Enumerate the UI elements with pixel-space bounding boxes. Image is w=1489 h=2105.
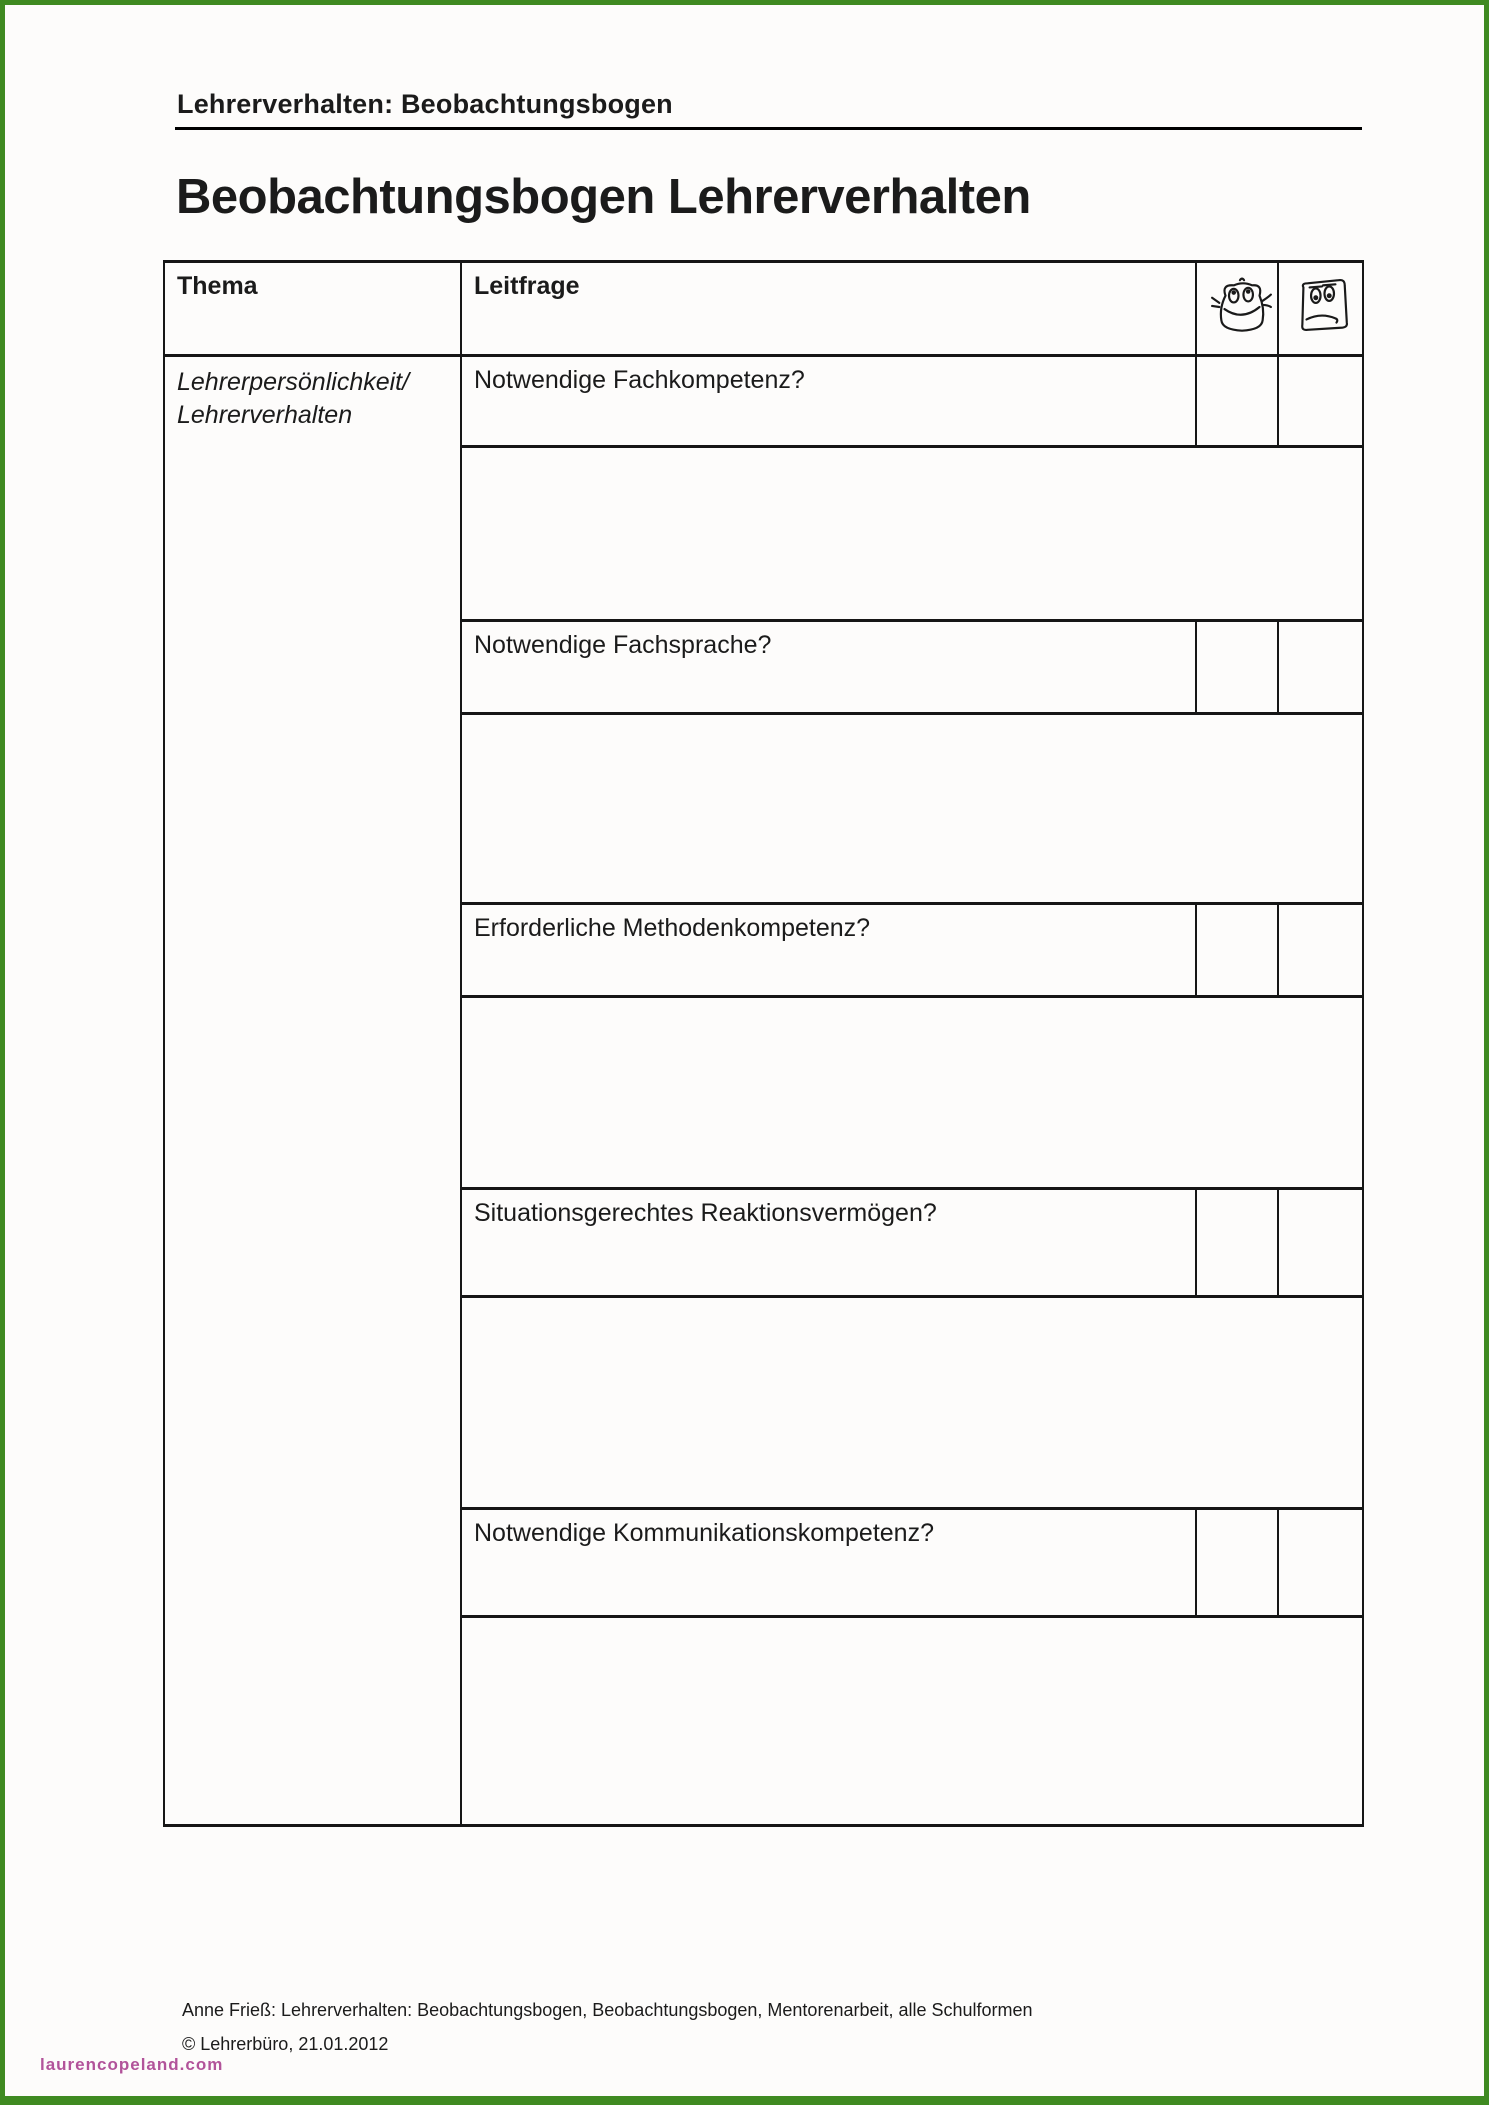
question-cell: Notwendige Fachsprache?: [461, 621, 1196, 714]
question-cell: Situationsgerechtes Reaktionsvermögen?: [461, 1189, 1196, 1297]
question-row: [164, 356, 1363, 447]
running-header: Lehrerverhalten: Beobachtungsbogen: [177, 89, 673, 119]
footer-source-line: Anne Frieß: Lehrerverhalten: Beobachtungsbogen, Beobachtungsbogen, Mentorenarbeit, alle Schulformen: [182, 2000, 1033, 2020]
question-cell: Erforderliche Methodenkompetenz?: [461, 904, 1196, 997]
notes-cell: [461, 714, 1363, 904]
page-title: Beobachtungsbogen Lehrerverhalten: [176, 170, 1031, 224]
rating-cell-negative: [1278, 1189, 1363, 1297]
notes-cell: [461, 1617, 1363, 1826]
rating-cell-positive: [1196, 1189, 1278, 1297]
rating-cell-negative: [1278, 1509, 1363, 1617]
footer-copyright-line: © Lehrerbüro, 21.01.2012: [182, 2034, 389, 2054]
observation-table: [163, 260, 1364, 1827]
question-cell: Notwendige Kommunikationskompetenz?: [461, 1509, 1196, 1617]
rating-cell-negative: [1278, 356, 1363, 447]
notes-cell: [461, 1297, 1363, 1509]
notes-cell: [461, 997, 1363, 1189]
thema-cell: [164, 356, 461, 1826]
rating-cell-positive: [1196, 904, 1278, 997]
thema-line-1: Lehrerpersönlichkeit/: [177, 368, 410, 396]
leitfrage-column-header: Leitfrage: [461, 262, 1196, 356]
rating-cell-positive: [1196, 1509, 1278, 1617]
table-header-row: [164, 262, 1363, 356]
positive-column-header: [1196, 262, 1278, 356]
rating-cell-positive: [1196, 621, 1278, 714]
rating-cell-negative: [1278, 904, 1363, 997]
sad-face-icon: [1291, 274, 1353, 336]
negative-column-header: [1278, 262, 1363, 356]
thema-line-2: Lehrerverhalten: [177, 401, 353, 429]
question-cell: Notwendige Fachkompetenz?: [461, 356, 1196, 447]
header-rule: [175, 127, 1362, 130]
happy-face-icon: [1209, 274, 1275, 340]
rating-cell-positive: [1196, 356, 1278, 447]
observation-table-container: [163, 260, 1364, 1827]
thema-column-header: Thema: [164, 262, 461, 356]
notes-cell: [461, 447, 1363, 621]
rating-cell-negative: [1278, 621, 1363, 714]
watermark: laurencopeland.com: [40, 2055, 224, 2074]
